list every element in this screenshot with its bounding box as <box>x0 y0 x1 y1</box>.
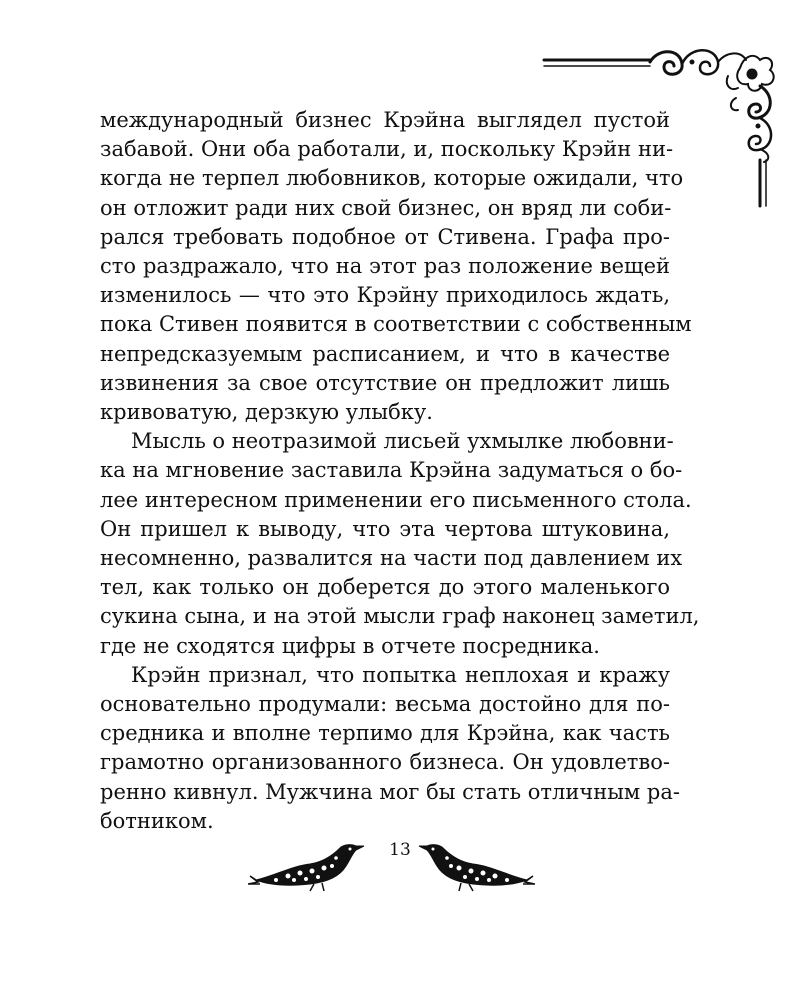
text-line: ботником. <box>100 808 214 833</box>
text-line: Он пришел к выводу, что эта чертова штуковина, <box>100 516 670 541</box>
text-line: международный бизнес Крэйна выглядел пустой <box>100 108 670 132</box>
text-line: лее интересном применении его письменного стола. <box>100 487 692 512</box>
paragraph-3 <box>100 661 680 836</box>
text-line: забавой. Они оба работали, и, поскольку Крэйн ни- <box>100 137 674 162</box>
text-line: извинения за свое отсутствие он предложит лишь <box>100 370 670 395</box>
text-line: изменилось — что это Крэйну приходилось ждать, <box>100 283 670 308</box>
page-footer <box>240 836 560 896</box>
text-line: сто раздражало, что на этот раз положение вещей <box>100 254 670 279</box>
text-line: средника и вполне терпимо для Крэйна, как часть <box>100 721 670 746</box>
text-line: непредсказуемым расписанием, и что в качестве <box>100 341 670 366</box>
text-line: основательно продумали: весьма достойно для по- <box>100 692 670 717</box>
text-line: несомненно, развалится на части под давлением их <box>100 546 683 571</box>
text-line: когда не терпел любовников, которые ожидали, что <box>100 166 684 191</box>
paragraph-1 <box>100 106 692 427</box>
text-line: грамотно организованного бизнеса. Он удовлетво- <box>100 750 670 775</box>
text-line: где не сходятся цифры в отчете посредника. <box>100 633 600 658</box>
text-line: сукина сына, и на этой мысли граф наконец заметил, <box>100 604 700 629</box>
text-line: Мысль о неотразимой лисьей ухмылке любовни- <box>131 429 674 454</box>
text-line: он отложит ради них свой бизнес, он вряд ли соби- <box>100 195 672 220</box>
bird-ornament-right <box>410 836 535 892</box>
text-line: рался требовать подобное от Стивена. Графа про- <box>100 224 670 249</box>
page-number: 13 <box>389 840 411 860</box>
body-text <box>100 106 700 836</box>
text-line: Крэйн признал, что попытка неплохая и кражу <box>131 662 670 687</box>
text-line: тел, как только он доберется до этого маленького <box>100 575 670 600</box>
paragraph-2 <box>100 427 700 661</box>
text-line: ренно кивнул. Мужчина мог бы стать отличным ра- <box>100 779 680 804</box>
text-line: пока Стивен появится в соответствии с собственным <box>100 312 692 337</box>
text-line: ка на мгновение заставила Крэйна задуматься о бо- <box>100 458 683 483</box>
text-line: кривоватую, дерзкую улыбку. <box>100 400 433 425</box>
